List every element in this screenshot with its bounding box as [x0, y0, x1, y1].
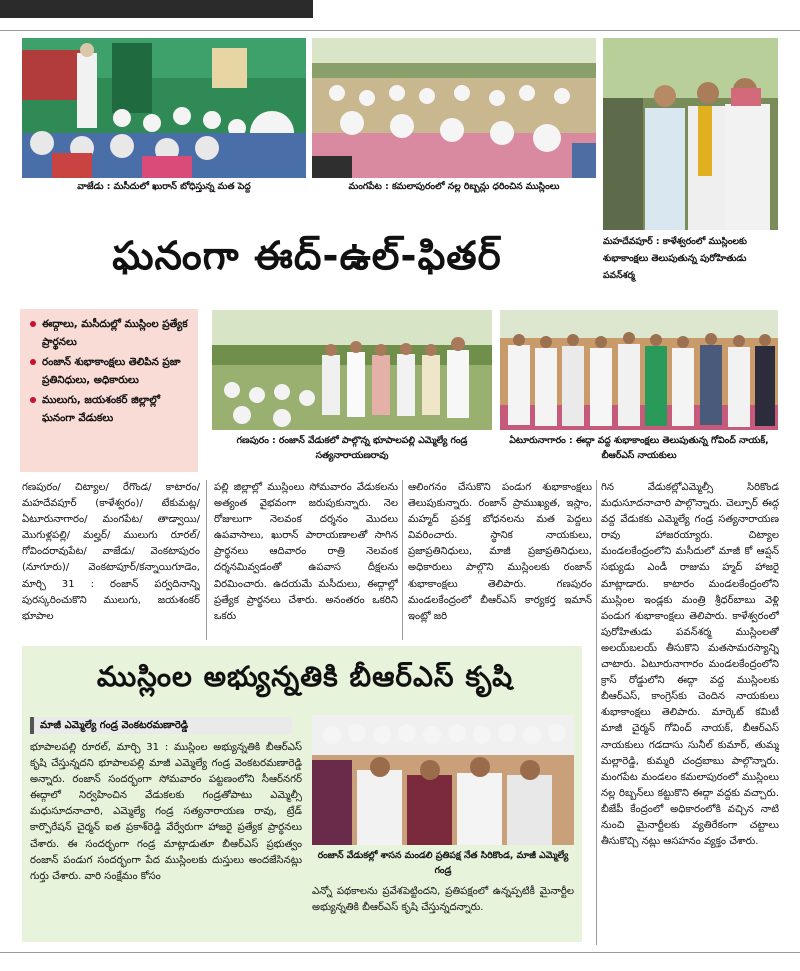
photo-priest-greeting — [603, 38, 778, 230]
photo3-caption: మహదేవపూర్ : కాళేశ్వరంలో ముస్లింలకు శుభాకాంక్షలు తెలుపుతున్న పురోహితుడు పవన్‌శర్మ — [603, 236, 747, 281]
highlight-item: రంజాన్ శుభాకాంక్షలు తెలిపిన ప్రజా ప్రతినిధులు, అధికారులు — [28, 353, 192, 389]
photo4-caption: గణపురం : రంజాన్ వేడుకలో పాల్గొన్న భూపాలపల్లి ఎమ్మెల్యే గండ్ర సత్యనారాయణరావు — [236, 435, 468, 461]
highlight-item: ములుగు, జయశంకర్ జిల్లాల్లో ఘనంగా వేడుకలు — [28, 391, 192, 427]
article1-column3: ఆలింగనం చేసుకొని పండుగ శుభాకాంక్షలు తెలుపుకున్నారు. రంజాన్ ప్రాముఖ్యత, ఇస్లాం, మహ్మద్ ప్రవక్త బోధనలను మత పెద్దలు వివరించారు. స్థానిక నాయకులు, ప్రజాప్రతినిధులు, మాజీ ప్రజాప్రతినిధులు, అధికారులు పాల్గొని ముస్లింలకు రంజాన్ శుభాకాంక్షలు తెలిపారు. గణపురం మండలకేంద్రంలో బీఆర్ఎస్ కార్యకర్త ఇమాన్ ఇంట్లో జరి — [408, 482, 592, 622]
bottom-divider — [0, 952, 800, 953]
top-banner-strip — [0, 0, 800, 26]
photo6-caption: రంజాన్ వేడుకల్లో శాసన మండలి ప్రతిపక్ష నేత సిరికొండ, మాజీ ఎమ్మెల్యే గండ్ర — [317, 850, 569, 876]
highlight-item: ఈద్గాలు, మసీదుల్లో ముస్లింల ప్రత్యేక ప్రార్థనలు — [28, 315, 192, 351]
main-headline: ఘనంగా ఈద్-ఉల్-ఫితర్ — [112, 234, 502, 279]
photo2-caption: మంగపేట : కమలాపురంలో నల్ల రిబ్బన్లు ధరించిన ముస్లింలు — [348, 181, 560, 192]
photo1-caption: వాజేడు : మసీదులో ఖురాన్ బోధిస్తున్న మత పెద్ద — [77, 181, 251, 192]
article2-headline: ముస్లింల అభ్యున్నతికి బీఆర్ఎస్ కృషి — [96, 660, 514, 693]
article2-body: భూపాలపల్లి రూరల్, మార్చి 31 : ముస్లింల అభ్యున్నతికి బీఆర్ఎస్ కృషి చేస్తున్నదని భూపాలపల్లి మాజీ ఎమ్మెల్యే గండ్ర వెంకటరమణారెడ్డి అన్నారు. రంజాన్ సందర్భంగా సోమవారం పట్టణంలోని సీఆర్‌నగర్ ఈద్గాలో నిర్వహించిన వేడుకలకు గండ్రతోపాటు ఎమ్మెల్సీ మధుసూదనాచారి, ఎమ్మెల్యే గండ్ర సత్యనారాయణ రావు, ట్రేడ్ కార్పొరేషన్ చైర్మన్ ఐత ప్రకాశ్‌రెడ్డి వేర్వేరుగా హాజరై ప్రత్యేక ప్రార్థనలు చేశారు. ఈ సందర్భంగా గండ్ర మాట్లాడుతూ బీఆర్ఎస్ ప్రభుత్వం రంజాన్ పండుగ సందర్భంగా పేద ముస్లింలకు దుస్తులు అందజేసినట్లు గుర్తు చేశారు. వారి సంక్షేమం కోసం — [30, 742, 302, 882]
photo-mosque-sermon — [22, 38, 306, 178]
photo-council-leader-event — [312, 715, 574, 845]
article1-column4: గిన వేడుకల్లోఎమ్మెల్సీ సిరికొండ మధుసూదనాచారి పాల్గొన్నారు. చెల్పూర్ ఈద్గ వద్ద వేడుకకు ఎమ్మెల్యే గండ్ర సత్యనారాయణ రావు హాజరయ్యారు. చిట్యాల మండలకేంద్రంలోని మసీదులో మాజీ కో ఆప్షన్ సభ్యుడు ఎండీ రాజుమ హ్మద్ హాజరై మాట్లాడారు. కాటారం మండలకేంద్రంలోని ముస్లింల ఇండ్లకు మంత్రి శ్రీధర్‌బాబు వెళ్లి పండుగ శుభాకాంక్షలు తెలిపారు. కాళేశ్వరంలో పురోహితుడు పవన్‌శర్మ ముస్లింలతో అలయ్‌బలయ్ తీసుకొని మతసామరస్యాన్ని చాటారు. ఏటూరునాగారం మండలకేంద్రంలోని క్రాస్ రోడ్డులోని ఈద్గా వద్ద ముస్లింలకు బీఆర్ఎస్, కాంగ్రెస్‌కు చెందిన నాయకులు శుభాకాంక్షలు తెలిపారు. మార్కెట్ కమిటీ మాజీ చైర్మన్ గోవింద్ నాయక్, బీఆర్ఎస్ నాయకులు గడదాసు సునీల్ కుమార్, తుమ్మ మల్లారెడ్డి, కుమ్మరి చంద్రబాబు పాల్గొన్నారు. మంగపేట మండలం కమలాపురంలో ముస్లింలు నల్ల రిబ్బన్‌లు కట్టుకొని ఈద్గా వద్దకు వచ్చారు. బీజేపీ కేంద్రంలో అధికారంలోకి వచ్చిన నాటి నుంచి మైనార్టీలకు వ్యతిరేకంగా చట్టాలు తీసుకొచ్చి నట్లు ఆసహనం వ్యక్తం చేశారు. — [601, 482, 779, 848]
photo-eturunagaram-eidgah — [500, 310, 778, 430]
article2-body-continued: ఎన్నో పథకాలను ప్రవేశపెట్టిందని, ప్రతిపక్షంలో ఉన్నప్పటికీ మైనార్టీల అభ్యున్నతికి బీఆర్ఎస్ కృషి చేస్తున్నదన్నారు. — [312, 886, 574, 914]
photo5-caption: ఏటూరునాగారం : ఈద్గా వద్ద శుభాకాంక్షలు తెలుపుతున్న గోవింద్ నాయక్, బీఆర్ఎస్ నాయకులు — [509, 435, 769, 461]
article2-subheading: మాజీ ఎమ్మెల్యే గండ్ర వెంకటరమణారెడ్డి — [30, 717, 292, 734]
top-banner-dark-band — [0, 0, 313, 18]
column-divider — [206, 480, 207, 640]
highlights-box — [20, 309, 198, 472]
article1-column2: పల్లి జిల్లాల్లో ముస్లింలు సోమవారం వేడుకలను అత్యంత వైభవంగా జరుపుకున్నారు. నెల రోజులుగా నెలవంక దర్శనం మొదలు ఉపవాసాలు, ఖురాన్ పారాయణాలతో సాగిన ప్రార్థనలు ఆదివారం రాత్రి నెలవంక దర్శనమివ్వడంతో ఉపవాస దీక్షలను విరమించారు. ఉదయమే మసీదులు, ఈద్గాల్లో ప్రత్యేక ప్రార్థనలు చేశారు. అనంతరం ఒకరిని ఒకరు — [214, 482, 398, 622]
photo-ganapuram-event — [212, 310, 492, 430]
article1-column1: గణపురం/ చిట్యాల/ రేగొండ/ కాటారం/ మహదేవపూర్ (కాళేశ్వరం)/ టేకుమట్ల/ఏటూరునాగారం/ మంగపేట/ తాడ్వాయి/ మొగుళ్లపల్లి/ మల్హర్/ ములుగు రూరల్/ గోవిందరావుపేట/ వాజేడు/ వెంకటాపురం (నూగూరు)/ వెంకటాపూర్/కన్నాయిగూడెం, మార్చి 31 : రంజాన్ పర్వదినాన్ని పురస్కరించుకొని ములుగు, జయశంకర్ భూపాల — [22, 482, 200, 622]
photo-black-ribbons-prayer — [312, 38, 596, 178]
column-divider — [402, 480, 403, 640]
column-divider — [596, 480, 597, 945]
top-divider — [0, 30, 800, 31]
